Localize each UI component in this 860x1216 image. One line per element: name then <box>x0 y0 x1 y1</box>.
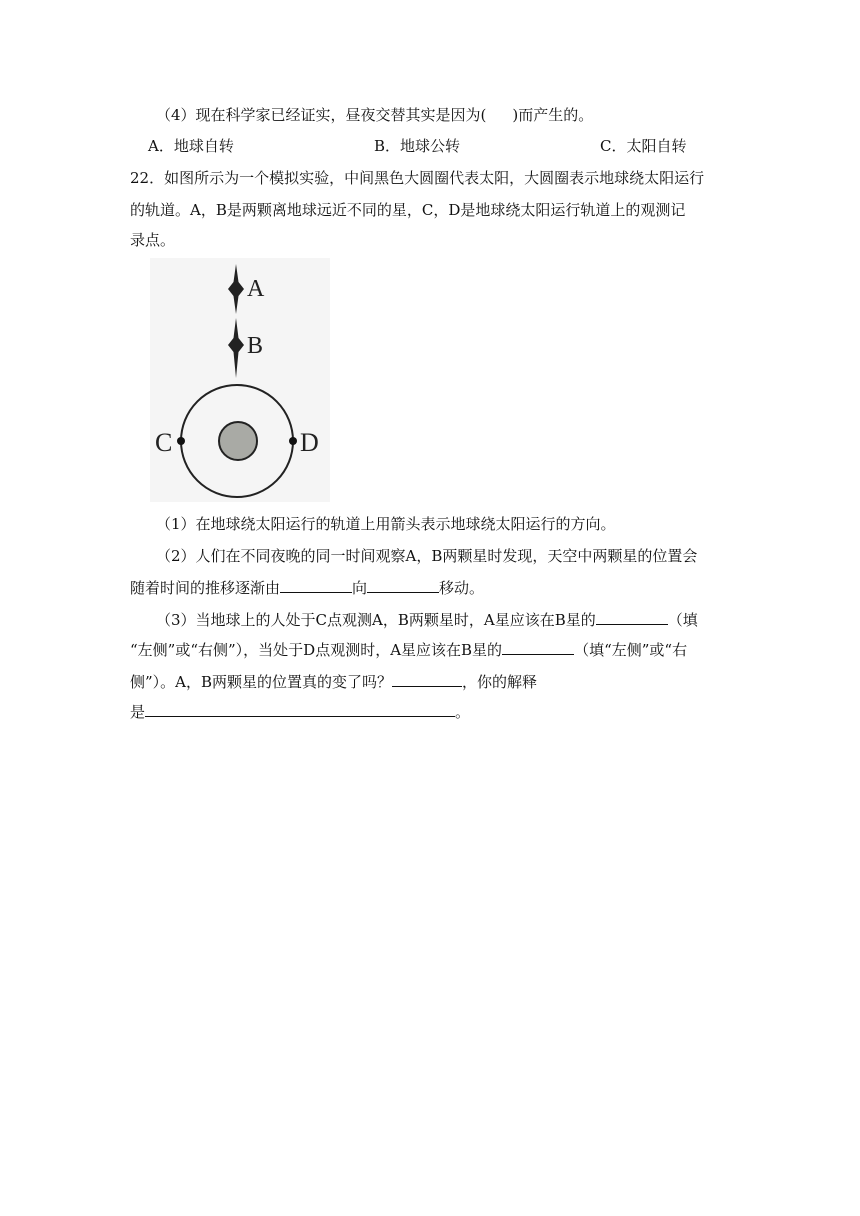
orbit-diagram <box>150 258 330 502</box>
q22-sub2-line2: 随着时间的推移逐渐由 向 移动。 <box>130 576 484 598</box>
answer-paren-space[interactable] <box>486 104 512 120</box>
q22-sub3-line2: “左侧”或“右侧”），当处于D点观测时，A星应该在B星的 （填“左侧”或“右 <box>130 638 687 660</box>
sun-circle <box>219 422 257 460</box>
q22-sub3-line4: 是 。 <box>130 700 470 722</box>
star-b-icon <box>228 318 244 378</box>
label-c: C <box>155 428 173 457</box>
q22-stem-line3: 录点。 <box>130 231 176 249</box>
answer-blank-c-side[interactable] <box>596 608 668 625</box>
q22-stem-line2: 的轨道。A，B是两颗离地球远近不同的星，C，D是地球绕太阳运行轨道上的观测记 <box>130 201 686 219</box>
answer-blank-changed[interactable] <box>392 670 462 687</box>
label-d: D <box>300 428 319 457</box>
answer-blank-to[interactable] <box>367 576 439 593</box>
answer-blank-from[interactable] <box>280 576 352 593</box>
q22-sub2-line1: （2）人们在不同夜晚的同一时间观察A，B两颗星时发现，天空中两颗星的位置会 <box>156 547 698 565</box>
q4-option-c[interactable]: C．太阳自转 <box>600 137 687 155</box>
q22-stem-line1: 22．如图所示为一个模拟实验，中间黑色大圆圈代表太阳，大圆圈表示地球绕太阳运行 <box>130 169 705 187</box>
q4-stem: （4）现在科学家已经证实，昼夜交替其实是因为( )而产生的。 <box>156 106 594 124</box>
orbit-diagram-svg <box>150 258 330 502</box>
answer-blank-d-side[interactable] <box>502 638 574 655</box>
q22-sub1: （1）在地球绕太阳运行的轨道上用箭头表示地球绕太阳运行的方向。 <box>156 515 616 533</box>
q22-sub3-line1: （3）当地球上的人处于C点观测A，B两颗星时，A星应该在B星的 （填 <box>156 608 698 630</box>
q4-option-b[interactable]: B．地球公转 <box>374 137 461 155</box>
label-b: B <box>247 333 264 359</box>
answer-blank-explanation[interactable] <box>145 700 455 717</box>
point-d-dot <box>289 437 297 445</box>
q4-option-a[interactable]: A．地球自转 <box>148 137 234 155</box>
q22-sub3-line3: 侧”）。A，B两颗星的位置真的变了吗？ ，你的解释 <box>130 670 537 692</box>
label-a: A <box>247 276 265 302</box>
point-c-dot <box>177 437 185 445</box>
star-a-icon <box>228 264 244 314</box>
